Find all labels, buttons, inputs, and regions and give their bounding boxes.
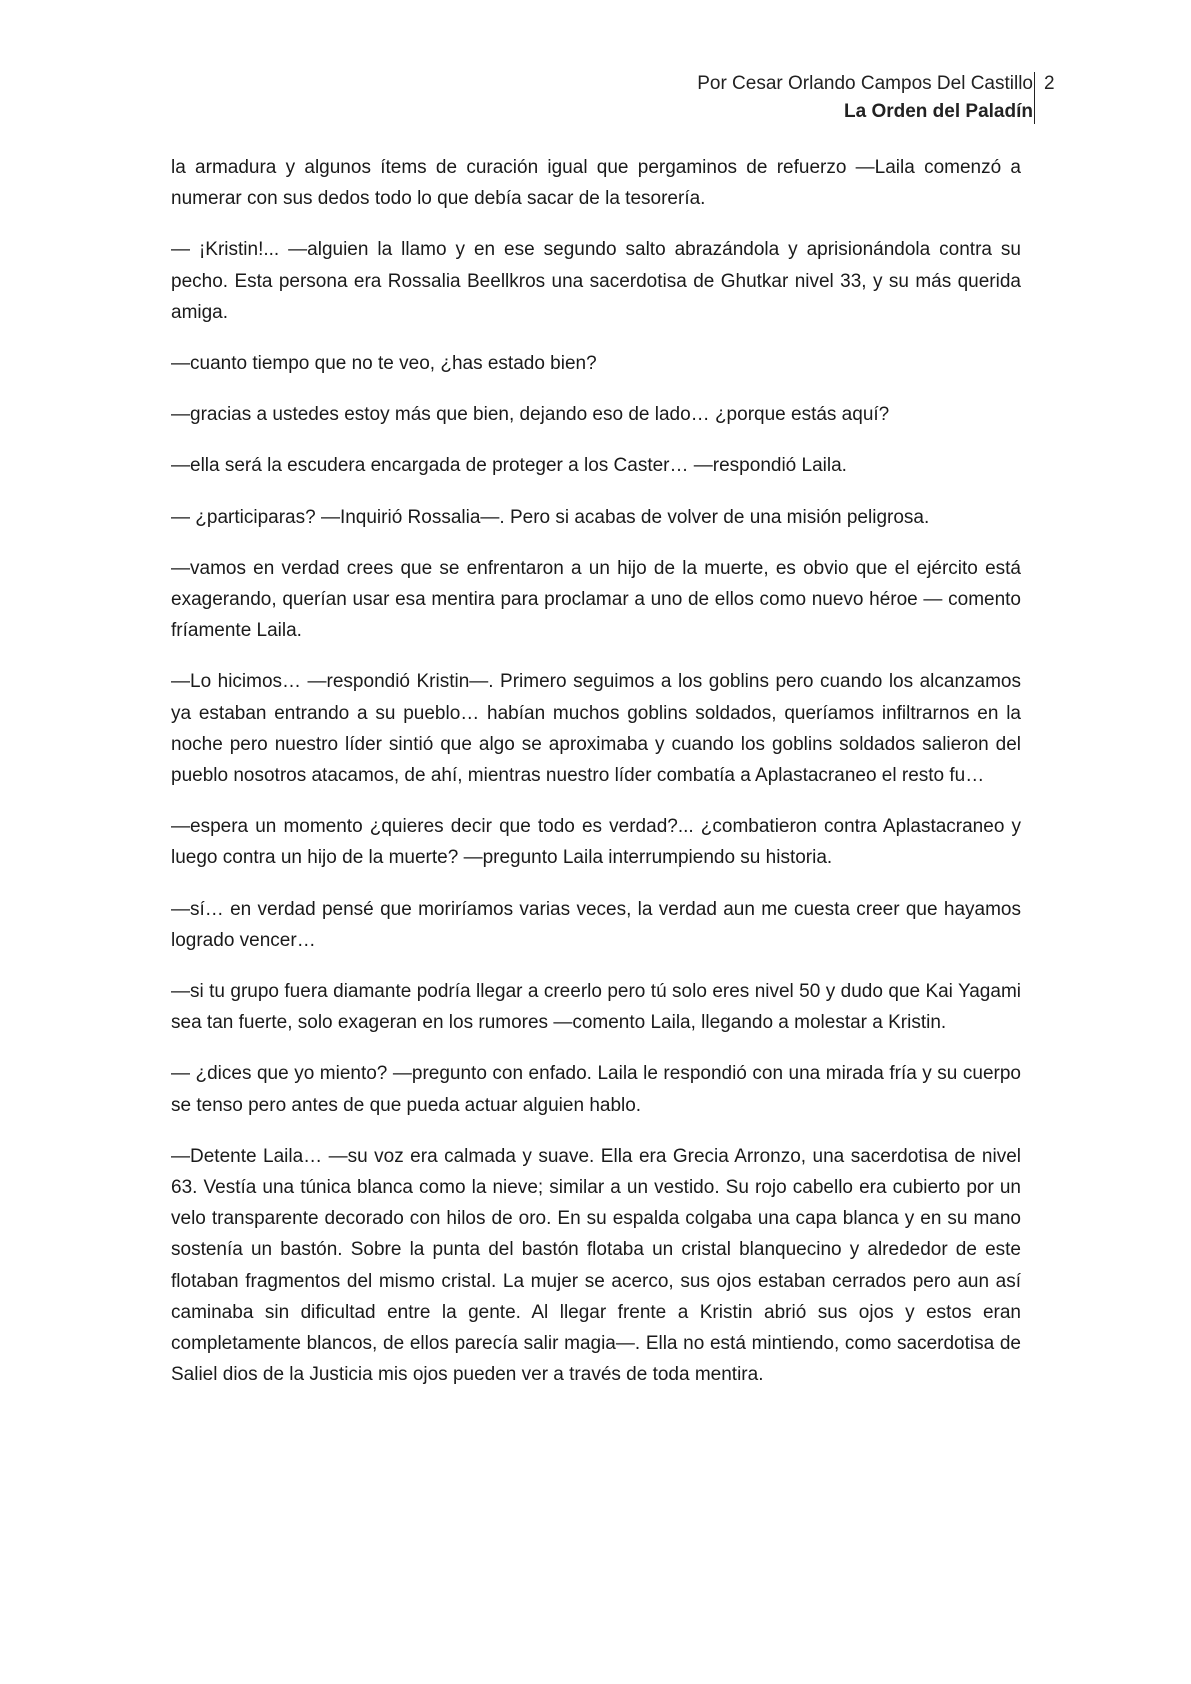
paragraph: — ¿dices que yo miento? —pregunto con enfado. Laila le respondió con una mirada fría y su cuerpo se tenso pero antes de que pueda actuar alguien hablo.	[171, 1063, 1021, 1116]
body-text	[171, 152, 1021, 1411]
page-number: 2	[1044, 73, 1055, 94]
paragraph: —cuanto tiempo que no te veo, ¿has estado bien?	[171, 353, 597, 375]
page-header	[697, 70, 1033, 126]
header-author: Por Cesar Orlando Campos Del Castillo	[697, 73, 1033, 94]
paragraph: —sí… en verdad pensé que moriríamos varias veces, la verdad aun me cuesta creer que hayamos logrado vencer…	[171, 898, 1021, 951]
paragraph: —si tu grupo fuera diamante podría llegar a creerlo pero tú solo eres nivel 50 y dudo que Kai Yagami sea tan fuerte, solo exageran en los rumores —comento Laila, llegando a molestar a Kristin.	[171, 981, 1021, 1034]
header-divider	[1034, 72, 1035, 124]
paragraph: —gracias a ustedes estoy más que bien, dejando eso de lado… ¿porque estás aquí?	[171, 404, 890, 426]
header-book-title: La Orden del Paladín	[844, 101, 1033, 122]
paragraph: — ¡Kristin!... —alguien la llamo y en ese segundo salto abrazándola y aprisionándola contra su pecho. Esta persona era Rossalia Beellkros una sacerdotisa de Ghutkar nivel 33, y su más querida amiga.	[171, 239, 1021, 323]
paragraph: — ¿participaras? —Inquirió Rossalia—. Pero si acabas de volver de una misión peligrosa.	[171, 506, 930, 528]
paragraph: —Detente Laila… —su voz era calmada y suave. Ella era Grecia Arronzo, una sacerdotisa de nivel 63. Vestía una túnica blanca como la nieve; similar a un vestido. Su rojo cabello era cubierto por un velo transparente decorado con hilos de oro. En su espalda colgaba una capa blanca y en su mano sostenía un bastón. Sobre la punta del bastón flotaba un cristal blanquecino y alrededor de este flotaban fragmentos del mismo cristal. La mujer se acerco, sus ojos estaban cerrados pero aun así caminaba sin dificultad entre la gente. Al llegar frente a Kristin abrió sus ojos y estos eran completamente blancos, de ellos parecía salir magia—. Ella no está mintiendo, como sacerdotisa de Saliel dios de la Justicia mis ojos pueden ver a través de toda mentira.	[171, 1145, 1021, 1386]
paragraph: —vamos en verdad crees que se enfrentaron a un hijo de la muerte, es obvio que el ejército está exagerando, querían usar esa mentira para proclamar a uno de ellos como nuevo héroe — comento fríamente Laila.	[171, 557, 1021, 642]
paragraph: la armadura y algunos ítems de curación igual que pergaminos de refuerzo —Laila comenzó a numerar con sus dedos todo lo que debía sacar de la tesorería.	[171, 157, 1021, 210]
paragraph: —espera un momento ¿quieres decir que todo es verdad?... ¿combatieron contra Aplastacraneo y luego contra un hijo de la muerte? —pregunto Laila interrumpiendo su historia.	[171, 816, 1021, 869]
paragraph: —Lo hicimos… —respondió Kristin—. Primero seguimos a los goblins pero cuando los alcanzamos ya estaban entrando a su pueblo… habían muchos goblins soldados, queríamos infiltrarnos en la noche pero nuestro líder sintió que algo se aproximaba y cuando los goblins soldados salieron del pueblo nosotros atacamos, de ahí, mientras nuestro líder combatía a Aplastacraneo el resto fu…	[171, 671, 1021, 787]
paragraph: —ella será la escudera encargada de proteger a los Caster… —respondió Laila.	[171, 455, 847, 477]
